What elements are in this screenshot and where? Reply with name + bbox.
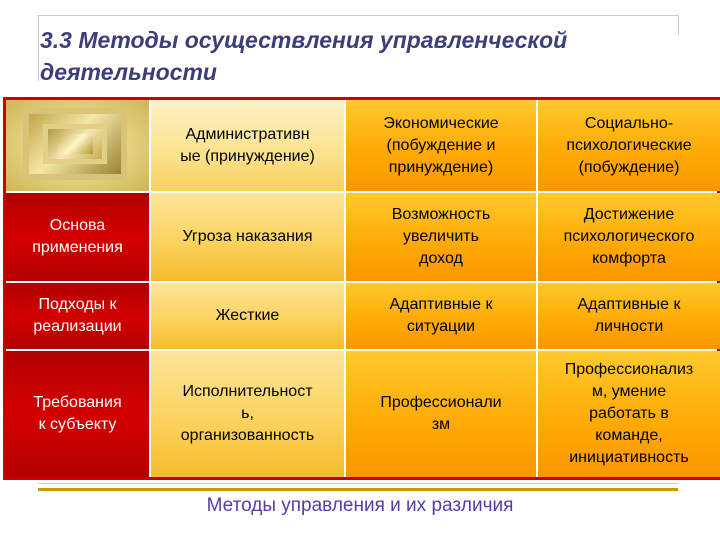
footer-caption: Методы управления и их различия <box>206 495 514 516</box>
decorative-frame-image <box>23 108 127 180</box>
frame-right-line <box>678 15 679 35</box>
row-label-requirements: Требования к субъекту <box>6 351 149 477</box>
cell-basis-economic: Возможность увеличить доход <box>346 193 536 281</box>
cell-requirements-social: Профессионализ м, умение работать в команде, инициативность <box>538 351 720 477</box>
footer-divider-gold <box>38 488 678 491</box>
header-economic: Экономические (побуждение и принуждение) <box>346 100 536 191</box>
frame-top-line <box>38 15 678 16</box>
cell-approaches-administrative: Жесткие <box>151 283 344 349</box>
slide-title: 3.3 Методы осуществления управленческой деятельности <box>40 27 568 85</box>
frame-left-line <box>38 15 39 81</box>
cell-requirements-economic: Профессионали зм <box>346 351 536 477</box>
corner-decoration <box>6 100 149 191</box>
methods-table <box>3 97 720 480</box>
cell-approaches-social: Адаптивные к личности <box>538 283 720 349</box>
row-label-approaches: Подходы к реализации <box>6 283 149 349</box>
cell-requirements-administrative: Исполнительност ь, организованность <box>151 351 344 477</box>
cell-basis-social: Достижение психологического комфорта <box>538 193 720 281</box>
row-label-basis: Основа применения <box>6 193 149 281</box>
footer-divider-thin <box>38 483 678 484</box>
cell-approaches-economic: Адаптивные к ситуации <box>346 283 536 349</box>
header-administrative: Административн ые (принуждение) <box>151 100 344 191</box>
cell-basis-administrative: Угроза наказания <box>151 193 344 281</box>
header-social-psychological: Социально- психологические (побуждение) <box>538 100 720 191</box>
